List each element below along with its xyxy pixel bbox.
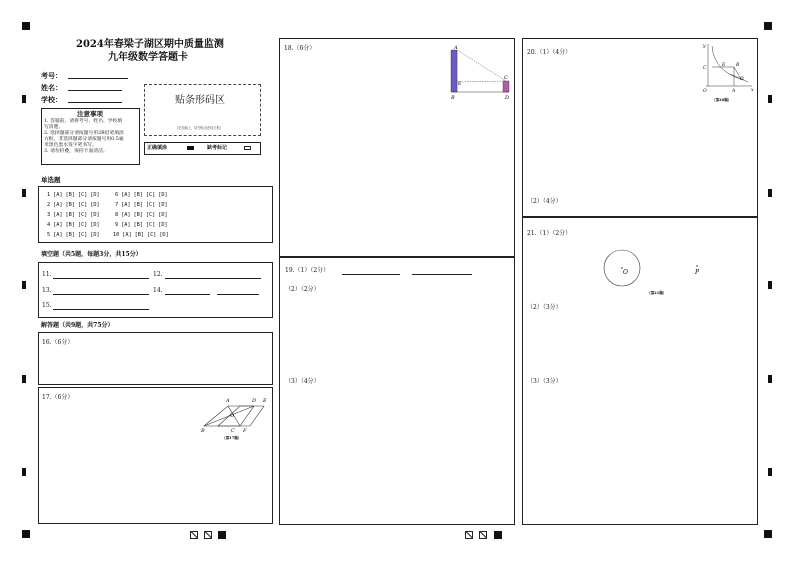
barcode-label: 贴条形码区 [175,95,225,106]
corner-mark-tl [22,22,30,30]
q18-point-a: A [454,45,458,51]
q20-graph [700,42,756,104]
page-mark-slash [479,531,487,539]
q19-part3-label: （3）（4分） [285,378,320,385]
side-mark-right [768,95,772,103]
side-mark-left [22,281,26,289]
q12-answer-line[interactable] [165,278,261,279]
exam-id-field[interactable] [68,78,128,79]
mcq-row[interactable]: 9 [A] [B] [C] [D] [115,222,168,228]
name-label: 姓名： [41,83,62,92]
q19-answer-area[interactable] [279,257,515,525]
q18-figure [448,44,518,100]
q15-answer-line[interactable] [53,309,149,310]
notice-title: 注意事项 [77,110,103,118]
mcq-box [38,186,273,243]
q21-caption: （第21题） [647,291,667,295]
fill-blank-box [38,262,273,318]
correct-fill-sample [187,146,194,150]
q13-answer-line[interactable] [53,294,149,295]
mcq-row[interactable]: 7 [A] [B] [C] [D] [115,202,168,208]
q17-label: 17.（6分） [42,394,74,401]
q19-part1-line-1[interactable] [342,274,400,275]
q20-point-d: D [740,77,744,82]
corner-mark-bl [22,530,30,538]
q11-answer-line[interactable] [53,278,149,279]
notice-box [41,108,140,165]
q20-caption: （第20题） [712,98,732,102]
notice-line: 1. 答题前，请将考号、姓名、学校填 [44,119,123,124]
q11-label: 11. [42,271,52,278]
absent-mark-label: 缺考标记 [207,145,228,151]
mcq-row[interactable]: 10 [A] [B] [C] [D] [113,232,169,238]
side-mark-left [22,95,26,103]
side-mark-right [768,281,772,289]
q21-point-p: P [695,269,700,276]
mcq-heading: 单选题 [41,176,61,184]
exam-id-label: 考号： [41,71,62,80]
q20-axis-x: x [751,88,754,93]
q21-label: 21.（1）（2分） [527,230,572,237]
q20-label: 20.（1）（4分） [527,49,572,56]
fill-example-box [144,142,261,155]
q20-point-c: C [703,66,707,71]
page-title: 2024年春梁子湖区期中质量监测 [76,39,224,50]
mcq-row[interactable]: 5 [A] [B] [C] [D] [47,232,100,238]
mcq-row[interactable]: 3 [A] [B] [C] [D] [47,212,100,218]
q14-answer-line-1[interactable] [165,294,210,295]
q17-label-b: B [201,428,205,434]
q20-part2-label: （2）（4分） [527,198,562,205]
q21-center-o: O [623,269,628,276]
page-mark-solid [218,531,226,539]
q17-caption: （第17题） [222,436,242,440]
q20-point-a: A [732,89,736,94]
mcq-row[interactable]: 4 [A] [B] [C] [D] [47,222,100,228]
q17-label-f: F [243,428,247,434]
notice-line: 米黑色墨水签字笔书写。 [44,143,97,148]
side-mark-right [768,189,772,197]
corner-mark-br [764,530,772,538]
q18-point-b: B [451,95,455,101]
correct-fill-label: 正确填涂 [147,145,168,151]
mcq-row[interactable]: 1 [A] [B] [C] [D] [47,192,100,198]
q18-point-d: D [505,95,510,101]
solve-heading: 解答题（共9题，共75分） [41,322,114,329]
q19-part2-label: （2）（2分） [285,286,320,293]
q15-label: 15. [42,302,52,309]
corner-mark-tr [764,22,772,30]
q20-point-b: B [736,63,740,68]
side-mark-left [22,468,26,476]
q17-label-d: D [252,398,257,404]
school-field[interactable] [68,102,122,103]
side-mark-right [768,468,772,476]
notice-line: 写清楚。 [44,125,64,130]
q18-label: 18.（6分） [284,45,316,52]
q14-answer-line-2[interactable] [217,294,259,295]
q13-label: 13. [42,287,52,294]
q21-figure [600,248,710,298]
q19-part1-line-2[interactable] [412,274,472,275]
q18-point-c: C [504,75,508,81]
q21-part3-label: （3）（3分） [527,378,562,385]
mcq-row[interactable]: 8 [A] [B] [C] [D] [115,212,168,218]
page-subtitle: 九年级数学答题卡 [108,52,188,63]
q20-axis-y: y [703,44,706,49]
fill-blank-heading: 填空题（共5题，每题3分，共15分） [41,251,142,258]
barcode-note: (正面朝上，切勿贴出虚线方框) [177,126,221,130]
barcode-area [144,84,261,136]
q17-figure [196,392,272,442]
q14-label: 14. [153,287,163,294]
name-field[interactable] [68,90,122,91]
q16-answer-area[interactable] [38,332,273,385]
q20-origin: O [703,89,707,94]
notice-line: 方框，非选择题部分请按题号用0.5毫 [44,137,124,142]
q12-label: 12. [153,271,163,278]
notice-line: 3. 请勿折叠，保持卡面清洁。 [44,149,108,154]
notice-line: 2. 选择题部分请按题号用2B铅笔填涂 [44,131,124,136]
q17-label-c: C [231,428,235,434]
q17-label-e: E [263,398,267,404]
q16-label: 16.（6分） [42,339,74,346]
absent-mark-box[interactable] [244,146,251,150]
side-mark-right [768,375,772,383]
q20-point-e: E [722,63,726,68]
q17-label-o: O [230,413,235,419]
q17-label-a: A [226,398,230,404]
school-label: 学校： [41,95,62,104]
q19-label: 19.（1）（2分） [285,267,330,274]
page-mark-solid [494,531,502,539]
q21-part2-label: （2）（3分） [527,304,562,311]
side-mark-left [22,189,26,197]
page-mark-slash [204,531,212,539]
q18-point-e: E [458,82,462,87]
mcq-row[interactable]: 2 [A] [B] [C] [D] [47,202,100,208]
side-mark-left [22,375,26,383]
mcq-row[interactable]: 6 [A] [B] [C] [D] [115,192,168,198]
page-mark-slash [465,531,473,539]
page-mark-slash [190,531,198,539]
